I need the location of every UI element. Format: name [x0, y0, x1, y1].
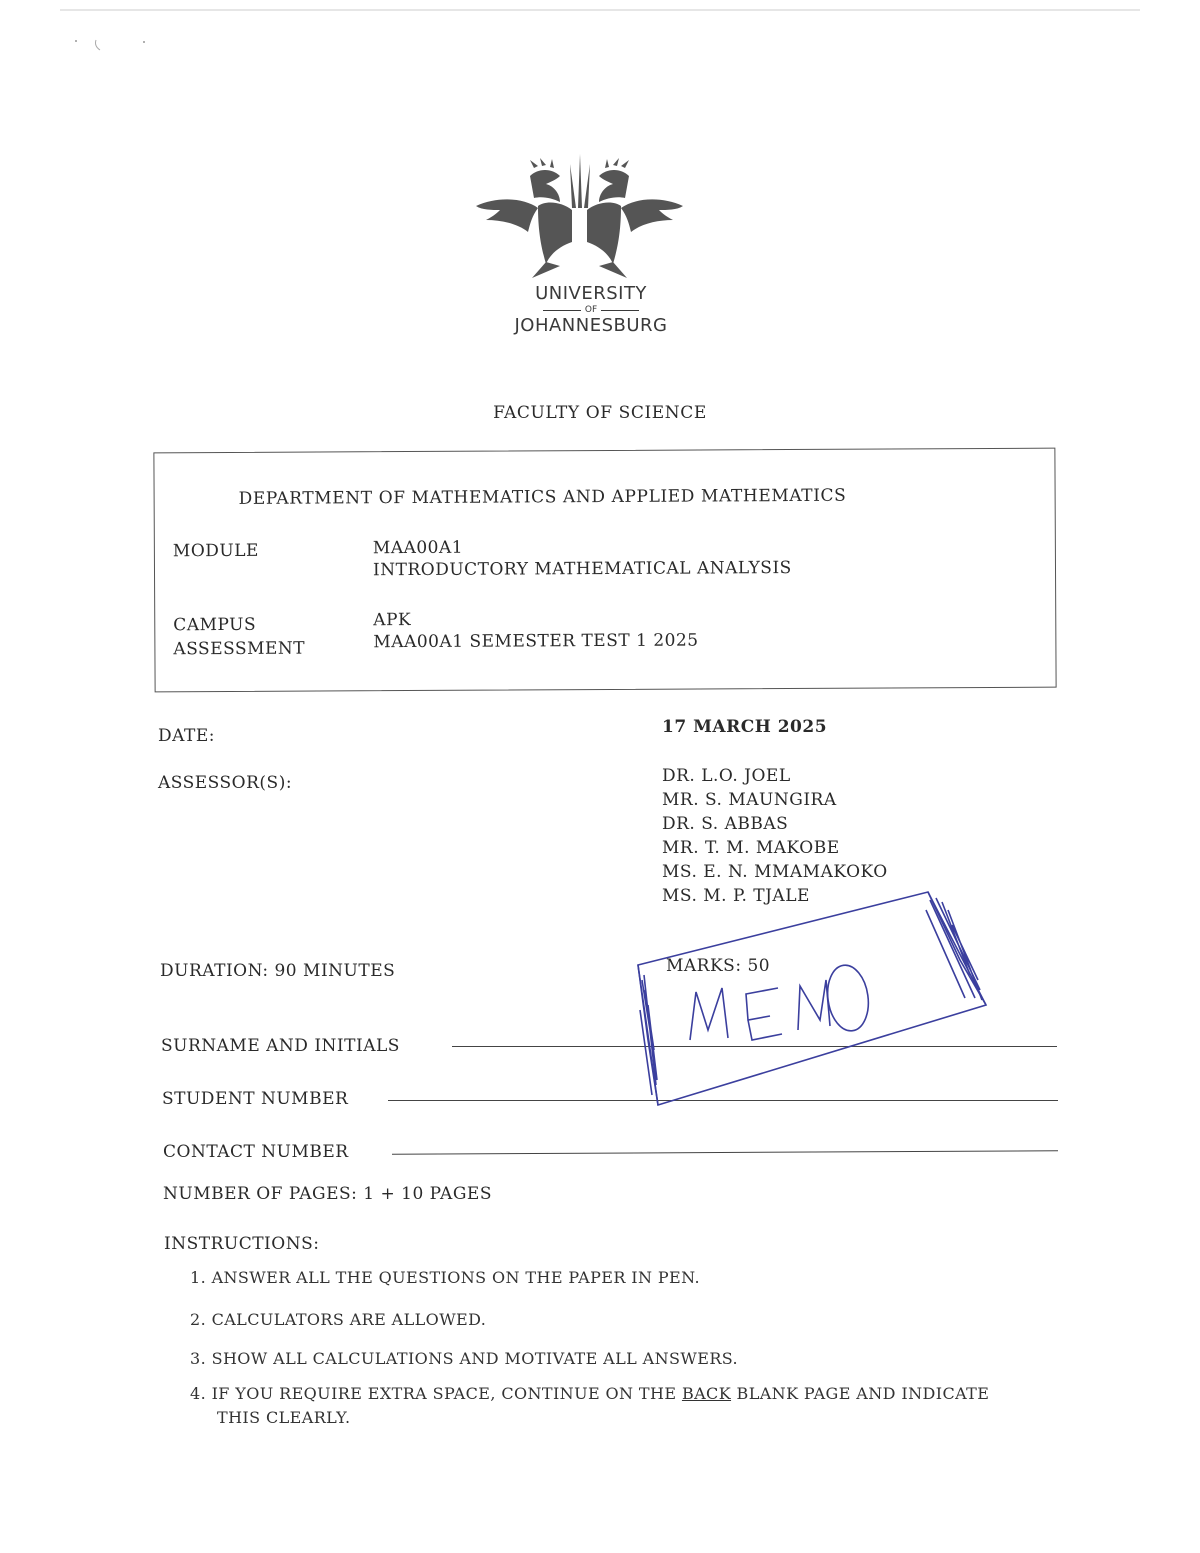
logo-of-row	[475, 305, 707, 315]
assessor-item: MR. S. MAUNGIRA	[662, 790, 837, 810]
module-info-box	[153, 448, 1056, 693]
assessor-item: MS. E. N. MMAMAKOKO	[662, 862, 888, 882]
logo-of-text: OF	[584, 305, 598, 315]
logo-rule-right	[601, 310, 639, 311]
department-title: DEPARTMENT OF MATHEMATICS AND APPLIED MATHEMATICS	[238, 485, 847, 509]
logo-university-text: UNIVERSITY	[535, 283, 647, 304]
instruction-text-cont: BLANK PAGE AND INDICATE	[731, 1384, 990, 1403]
instruction-number: 3.	[190, 1349, 207, 1368]
duration-label: DURATION: 90 MINUTES	[160, 961, 396, 981]
instruction-item	[190, 1268, 700, 1287]
surname-label: SURNAME AND INITIALS	[161, 1036, 400, 1056]
instruction-text: IF YOU REQUIRE EXTRA SPACE, CONTINUE ON THE	[211, 1384, 682, 1403]
instruction-number: 1.	[190, 1268, 207, 1287]
module-code: MAA00A1	[372, 537, 464, 559]
assessor-item: MS. M. P. TJALE	[662, 886, 810, 906]
instruction-item	[190, 1384, 989, 1403]
assessor-item: DR. S. ABBAS	[662, 814, 789, 834]
date-label: DATE:	[158, 726, 215, 746]
scan-edge	[60, 9, 1140, 11]
instruction-item	[190, 1349, 738, 1368]
instruction-number: 2.	[190, 1310, 207, 1329]
university-wordmark	[475, 283, 707, 336]
instruction-emphasis: BACK	[681, 1384, 732, 1403]
instruction-text: CALCULATORS ARE ALLOWED.	[211, 1310, 487, 1329]
faculty-heading: FACULTY OF SCIENCE	[493, 403, 707, 423]
date-value: 17 MARCH 2025	[662, 717, 828, 737]
assessor-item: MR. T. M. MAKOBE	[662, 838, 840, 858]
module-label: MODULE	[172, 540, 259, 562]
number-of-pages: NUMBER OF PAGES: 1 + 10 PAGES	[163, 1184, 492, 1204]
marks-label: MARKS: 50	[666, 956, 771, 976]
instructions-heading: INSTRUCTIONS:	[164, 1234, 320, 1254]
student-number-label: STUDENT NUMBER	[162, 1089, 349, 1109]
memo-stamp-text: MEMO	[630, 880, 634, 881]
assessor-item: DR. L.O. JOEL	[662, 766, 791, 786]
instruction-number: 4.	[190, 1384, 207, 1403]
module-name: INTRODUCTORY MATHEMATICAL ANALYSIS	[372, 558, 792, 581]
contact-number-answer-line[interactable]	[392, 1150, 1058, 1154]
campus-label: CAMPUS	[173, 614, 257, 636]
instruction-text: ANSWER ALL THE QUESTIONS ON THE PAPER IN PEN.	[211, 1268, 700, 1287]
assessment-value: MAA00A1 SEMESTER TEST 1 2025	[373, 630, 699, 653]
instruction-item	[190, 1310, 486, 1329]
instruction-text: SHOW ALL CALCULATIONS AND MOTIVATE ALL ANSWERS.	[211, 1349, 739, 1368]
memo-stamp	[630, 880, 1000, 1120]
assessors-label: ASSESSOR(S):	[158, 773, 293, 793]
instruction-continuation: THIS CLEARLY.	[217, 1408, 351, 1427]
contact-number-label: CONTACT NUMBER	[163, 1142, 349, 1162]
campus-value: APK	[373, 610, 412, 631]
logo-johannesburg-text: JOHANNESBURG	[514, 315, 668, 336]
scan-specks	[72, 36, 152, 56]
logo-rule-left	[543, 310, 581, 311]
assessment-label: ASSESSMENT	[173, 638, 306, 660]
